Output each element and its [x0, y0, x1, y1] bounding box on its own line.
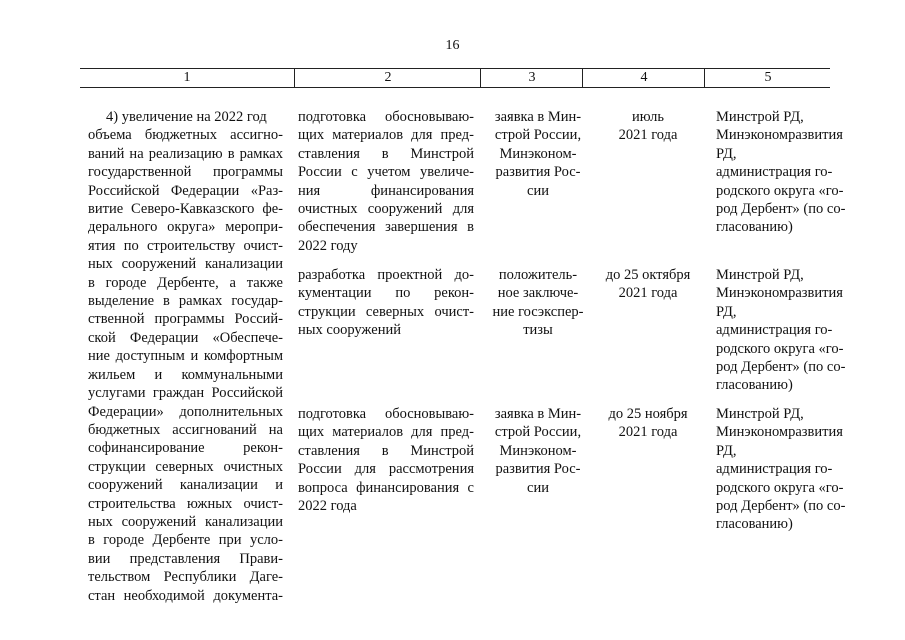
description-line: ваний на реализацию в рамках: [88, 145, 283, 162]
document-cell-line: строй России,: [494, 127, 582, 144]
action-cell-line: ных сооружений: [298, 322, 401, 339]
document-cell-line: развития Рос-: [495, 164, 581, 181]
deadline-cell: [596, 405, 700, 442]
measure-description: [88, 108, 283, 605]
responsible-cell-line: РД,: [716, 303, 737, 320]
action-cell-line: кументации по рекон-: [298, 285, 474, 302]
responsible-cell-line: администрация го-: [716, 322, 833, 339]
header-cell-1: 1: [183, 70, 191, 85]
deadline-cell-line: до 25 октября: [605, 267, 691, 283]
document-cell: [484, 266, 592, 340]
header-cell-5: 5: [704, 69, 831, 87]
action-cell-line: 2022 года: [298, 498, 357, 515]
responsible-cell: [716, 108, 866, 237]
document-cell-line: строй России,: [494, 424, 582, 441]
deadline-cell-line: 2021 года: [618, 285, 678, 302]
deadline-cell-line: 2021 года: [618, 424, 678, 441]
action-cell-line: щих материалов для пред-: [298, 424, 474, 441]
description-line: дерального округа» меропри-: [88, 219, 283, 236]
document-cell-line: сии: [527, 182, 549, 199]
description-line: ственной программы Россий-: [88, 311, 283, 328]
header-cell-2: 2: [294, 69, 481, 87]
action-cell-line: ставления в Минстрой: [298, 442, 474, 459]
responsible-cell-line: Минстрой РД,: [716, 267, 804, 283]
responsible-cell-line: Минэкономразвития: [716, 424, 843, 441]
action-cell: [298, 108, 474, 255]
responsible-cell-line: Минэкономразвития: [716, 285, 843, 302]
action-cell-line: подготовка обосновываю-: [298, 406, 474, 422]
action-cell-line: щих материалов для пред-: [298, 127, 474, 144]
description-line: струкции северных очистных: [88, 458, 283, 475]
header-cell-4: 4: [582, 69, 705, 87]
document-cell-line: ное заключе-: [497, 285, 579, 302]
deadline-cell-line: июль: [631, 109, 665, 125]
responsible-cell: [716, 266, 866, 395]
responsible-cell-line: РД,: [716, 442, 737, 459]
action-cell-line: России с учетом увеличе-: [298, 164, 474, 181]
action-cell-line: обеспечения завершения в: [298, 219, 474, 236]
description-line: ных сооружений канализации: [88, 513, 283, 530]
description-line: ных сооружений канализации: [88, 256, 283, 273]
action-cell-line: разработка проектной до-: [298, 267, 474, 283]
table-header-row: [80, 68, 830, 88]
document-cell-line: заявка в Мин-: [494, 406, 582, 422]
document-cell-line: тизы: [523, 322, 553, 339]
action-cell-line: очистных сооружений для: [298, 201, 474, 218]
responsible-cell-line: гласованию): [716, 219, 793, 236]
responsible-cell-line: Минстрой РД,: [716, 109, 804, 125]
header-cell-3: 3: [480, 69, 583, 87]
description-line: вии представления Прави-: [88, 550, 283, 567]
document-cell: [484, 405, 592, 497]
description-line: тельством Республики Даге-: [88, 569, 283, 586]
description-line: объема бюджетных ассигно-: [88, 127, 283, 144]
responsible-cell-line: род Дербент» (по со-: [716, 201, 846, 218]
responsible-cell-line: род Дербент» (по со-: [716, 359, 846, 376]
responsible-cell-line: родского округа «го-: [716, 340, 844, 357]
responsible-cell-line: родского округа «го-: [716, 479, 844, 496]
responsible-cell: [716, 405, 866, 534]
description-line: софинансирование рекон-: [88, 440, 283, 457]
description-line: жильем и коммунальными: [88, 366, 283, 383]
action-cell-line: 2022 году: [298, 237, 358, 254]
responsible-cell-line: род Дербент» (по со-: [716, 498, 846, 515]
document-cell-line: Минэконом-: [499, 145, 577, 162]
description-line: бюджетных ассигнований на: [88, 421, 283, 438]
deadline-cell: [596, 108, 700, 145]
action-cell-line: ния финансирования: [298, 182, 474, 199]
responsible-cell-line: гласованию): [716, 377, 793, 394]
description-line: стан необходимой документа-: [88, 587, 283, 604]
document-cell-line: положитель-: [498, 267, 578, 283]
document-cell-line: заявка в Мин-: [494, 109, 582, 125]
responsible-cell-line: Минэкономразвития: [716, 127, 843, 144]
document-cell-line: ние госэкспер-: [492, 303, 584, 320]
description-line: витие Северо-Кавказского фе-: [88, 201, 283, 218]
action-cell-line: струкции северных очист-: [298, 303, 474, 320]
action-cell: [298, 405, 474, 515]
description-line: строительства южных очист-: [88, 495, 283, 512]
document-cell: [484, 108, 592, 200]
deadline-cell-line: до 25 ноября: [608, 406, 688, 422]
description-line: ятия по строительству очист-: [88, 237, 283, 254]
deadline-cell-line: 2021 года: [618, 127, 678, 144]
page-number: 16: [445, 38, 460, 53]
responsible-cell-line: родского округа «го-: [716, 182, 844, 199]
deadline-cell: [596, 266, 700, 303]
document-cell-line: сии: [527, 479, 549, 496]
responsible-cell-line: Минстрой РД,: [716, 406, 804, 422]
responsible-cell-line: администрация го-: [716, 461, 833, 478]
description-line: выделение в рамках государ-: [88, 293, 283, 310]
description-line: Российской Федерации «Раз-: [88, 182, 283, 199]
description-line: ской Федерации «Обеспече-: [88, 329, 283, 346]
action-cell-line: подготовка обосновываю-: [298, 109, 474, 125]
description-line: в городе Дербенте, а также: [88, 274, 283, 291]
action-cell-line: России для рассмотрения: [298, 461, 474, 478]
document-cell-line: развития Рос-: [495, 461, 581, 478]
description-line: в городе Дербенте при усло-: [88, 532, 283, 549]
action-cell-line: вопроса финансирования с: [298, 479, 474, 496]
description-line: 4) увеличение на 2022 год: [106, 109, 267, 125]
document-cell-line: Минэконом-: [499, 442, 577, 459]
description-line: государственной программы: [88, 164, 283, 181]
responsible-cell-line: РД,: [716, 145, 737, 162]
description-line: ние доступным и комфортным: [88, 348, 283, 365]
description-line: услугами граждан Российской: [88, 385, 283, 402]
responsible-cell-line: администрация го-: [716, 164, 833, 181]
description-line: сооружений канализации и: [88, 477, 283, 494]
responsible-cell-line: гласованию): [716, 516, 793, 533]
action-cell: [298, 266, 474, 340]
description-line: Федерации» дополнительных: [88, 403, 283, 420]
action-cell-line: ставления в Минстрой: [298, 145, 474, 162]
